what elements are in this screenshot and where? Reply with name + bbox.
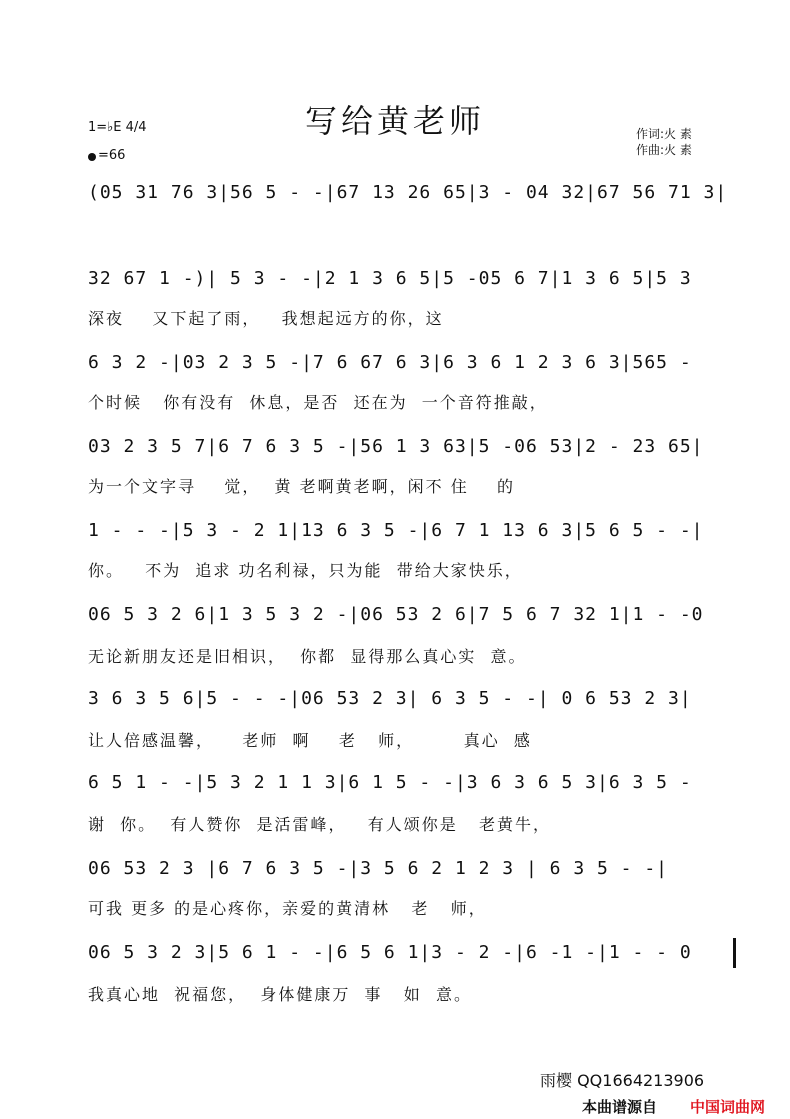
lyricist: 作词:火 素 — [636, 127, 692, 141]
quarter-note-icon — [88, 153, 96, 161]
notation-row: 03 2 3 5 7|6 7 6 3 5 -|56 1 3 63|5 -06 53|2 - 23 65| — [88, 436, 704, 457]
notation-row: 32 67 1 -)| 5 3 - -|2 1 3 6 5|5 -05 6 7|1 3 6 5|5 3 — [88, 268, 692, 289]
lyric-row: 谢 你。 有人赞你 是活雷峰， 有人颂你是 老黄牛， — [88, 815, 552, 834]
lyric-row: 深夜 又下起了雨， 我想起远方的你，这 — [88, 309, 444, 328]
notation-row: 6 5 1 - -|5 3 2 1 1 3|6 1 5 - -|3 6 3 6 5 3|6 3 5 - — [88, 772, 692, 793]
lyric-row: 无论新朋友还是旧相识， 你都 显得那么真心实 意。 — [88, 647, 527, 666]
credits — [636, 126, 692, 158]
notation-row: 3 6 3 5 6|5 - - -|06 53 2 3| 6 3 5 - -| 0 6 53 2 3| — [88, 688, 692, 709]
source-site[interactable]: 中国词曲网 — [690, 1098, 766, 1116]
tempo-value: =66 — [98, 148, 126, 163]
lyric-row: 可我 更多 的是心疼你，亲爱的黄清林 老 师， — [88, 899, 487, 918]
source-label: 本曲谱源自 — [582, 1098, 658, 1116]
uploader-id: 雨樱 QQ1664213906 — [540, 1071, 705, 1090]
lyric-row: 让人倍感温馨， 老师 啊 老 师， 真心 感 — [88, 731, 532, 750]
page-title: 写给黄老师 — [304, 102, 485, 140]
composer: 作曲:火 素 — [636, 143, 692, 157]
lyric-row: 个时候 你有没有 休息，是否 还在为 一个音符推敲， — [88, 393, 548, 412]
tempo-marking — [88, 148, 125, 163]
final-barline — [733, 938, 736, 968]
key-signature: 1=♭E 4/4 — [88, 120, 147, 135]
notation-row: 06 5 3 2 3|5 6 1 - -|6 5 6 1|3 - 2 -|6 -1 -|1 - - 0 — [88, 942, 692, 963]
lyric-row: 我真心地 祝福您， 身体健康万 事 如 意。 — [88, 985, 472, 1004]
notation-row: 1 - - -|5 3 - 2 1|13 6 3 5 -|6 7 1 13 6 3|5 6 5 - -| — [88, 520, 704, 541]
notation-row: 06 5 3 2 6|1 3 5 3 2 -|06 53 2 6|7 5 6 7 32 1|1 - -0 — [88, 604, 704, 625]
notation-row: 6 3 2 -|03 2 3 5 -|7 6 67 6 3|6 3 6 1 2 3 6 3|565 - — [88, 352, 692, 373]
lyric-row: 为一个文字寻 觉， 黄 老啊黄老啊，闲不 住 的 — [88, 477, 516, 496]
lyric-row: 你。 不为 追求 功名利禄，只为能 带给大家快乐， — [88, 561, 523, 580]
notation-row: (05 31 76 3|56 5 - -|67 13 26 65|3 - 04 32|67 56 71 3| — [88, 182, 728, 203]
notation-row: 06 53 2 3 |6 7 6 3 5 -|3 5 6 2 1 2 3 | 6 3 5 - -| — [88, 858, 669, 879]
